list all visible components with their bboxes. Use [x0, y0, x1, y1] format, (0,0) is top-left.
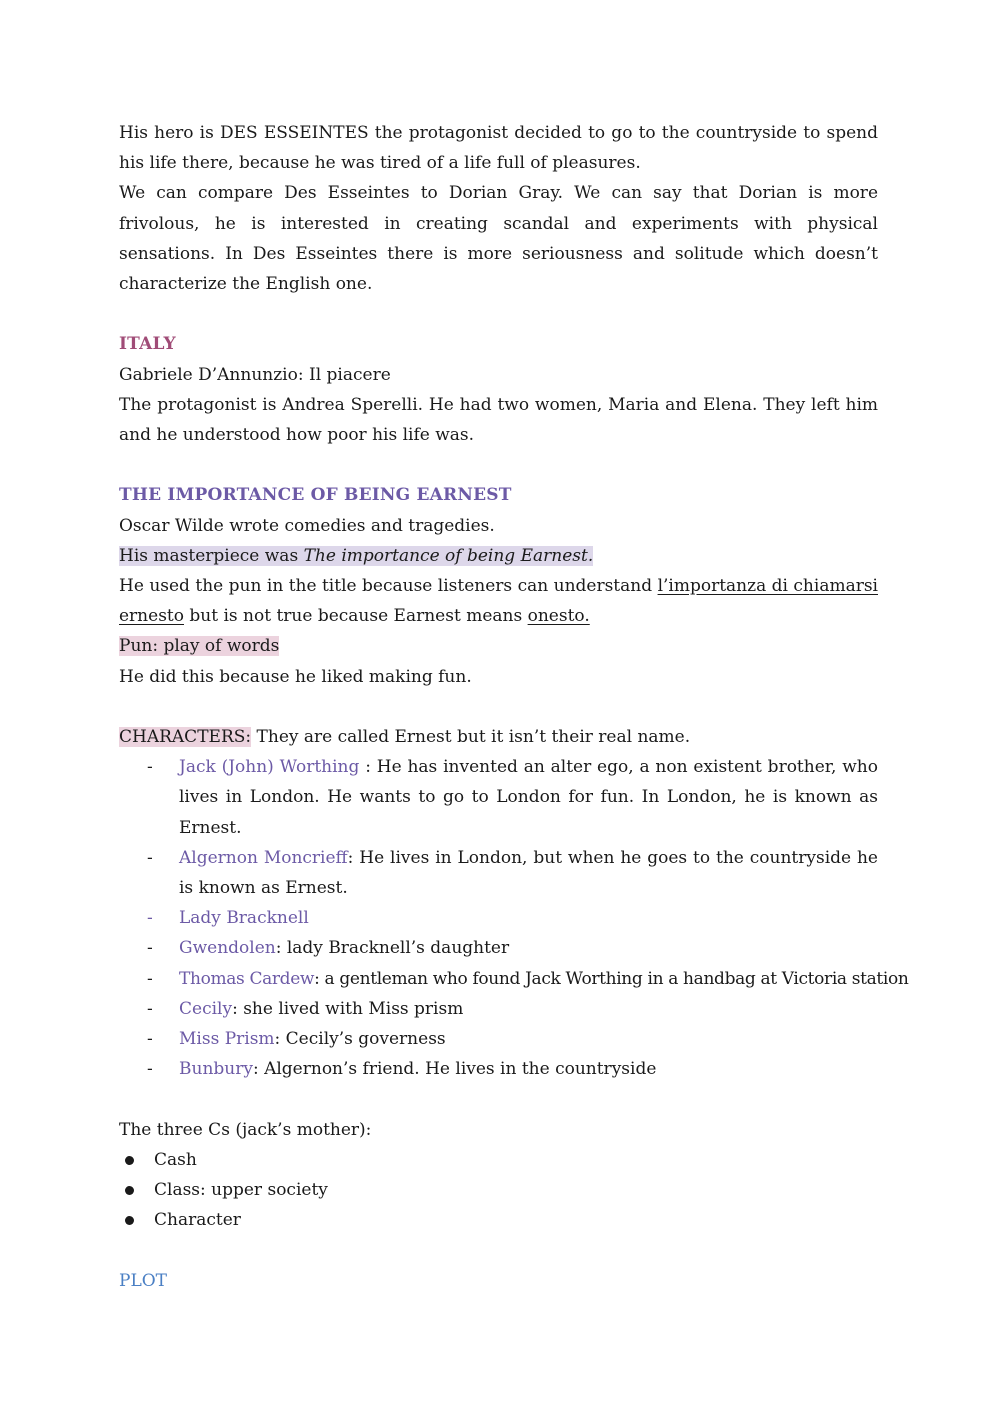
character-name: Algernon Moncrieff: [179, 847, 348, 868]
italy-line-2: The protagonist is Andrea Sperelli. He had two women, Maria and Elena. They left him and he understood how poor his life was.: [119, 394, 878, 446]
list-item: [119, 1175, 878, 1205]
bullet-icon: [125, 1186, 134, 1195]
characters-list: [119, 752, 909, 1084]
earnest-line-1: Oscar Wilde wrote comedies and tragedies.: [119, 515, 495, 536]
characters-intro-line: [119, 722, 878, 752]
italy-line-1: Gabriele D’Annunzio: Il piacere: [119, 364, 391, 385]
pun-italian-phrase: l’importanza di chiamarsi ernesto: [119, 576, 878, 627]
spacer: [119, 1084, 878, 1114]
bullet-icon: [125, 1156, 134, 1165]
fun-line: He did this because he liked making fun.: [119, 666, 472, 687]
pun-paragraph: [119, 571, 878, 631]
list-item: [119, 1145, 878, 1175]
masterpiece-prefix: His masterpiece was: [119, 545, 304, 566]
pun-text-2: but is not true because Earnest means: [184, 606, 528, 627]
list-marker: -: [147, 908, 153, 929]
list-item-text: Class: upper society: [154, 1180, 328, 1201]
character-name: Jack (John) Worthing: [179, 757, 360, 778]
character-desc: : Algernon’s friend. He lives in the countryside: [252, 1059, 657, 1080]
earnest-heading: THE IMPORTANCE OF BEING EARNEST: [119, 485, 512, 506]
character-desc: : He lives in London, but when he goes to the countryside he is known as Ernest.: [179, 847, 878, 899]
list-marker: -: [147, 998, 153, 1019]
masterpiece-line: [119, 541, 878, 571]
spacer: [119, 692, 878, 722]
character-name: Miss Prism: [179, 1029, 275, 1050]
character-name: Thomas Cardew: [179, 968, 315, 989]
characters-intro: They are called Ernest but it isn’t their real name.: [251, 727, 691, 748]
pun-definition: Pun: play of words: [119, 636, 280, 657]
list-item: [119, 964, 909, 994]
list-item-text: Character: [154, 1210, 241, 1231]
spacer: [119, 450, 878, 480]
character-desc: : lady Bracknell’s daughter: [275, 938, 510, 959]
character-desc: : she lived with Miss prism: [232, 998, 464, 1019]
list-marker: -: [147, 757, 153, 778]
document-page: [119, 118, 909, 1296]
three-cs-list: [119, 1145, 878, 1236]
intro-paragraph-2: We can compare Des Esseintes to Dorian Gray. We can say that Dorian is more frivolous, he is interested in creating scandal and experiments with physical sensations. In Des Esseintes there is more seriousness and solitude which doesn’t characterize the English one.: [119, 183, 878, 295]
spacer: [119, 299, 878, 329]
list-item: [119, 933, 878, 963]
bullet-icon: [125, 1216, 134, 1225]
list-item: [119, 1054, 878, 1084]
character-desc: : Cecily’s governess: [274, 1029, 446, 1050]
list-item: [119, 752, 878, 843]
list-item: [119, 1024, 878, 1054]
list-item: [119, 903, 878, 933]
list-item: [119, 843, 878, 903]
character-name: Bunbury: [179, 1059, 253, 1080]
character-name: Gwendolen: [179, 938, 276, 959]
list-marker: -: [147, 968, 153, 989]
plot-heading: PLOT: [119, 1270, 168, 1291]
pun-definition-line: [119, 631, 878, 661]
intro-paragraph-1: His hero is DES ESSEINTES the protagonist decided to go to the countryside to spend his life there, because he was tired of a life full of pleasures.: [119, 123, 878, 174]
list-marker: -: [147, 1029, 153, 1050]
pun-text-1: He used the pun in the title because listeners can understand: [119, 576, 658, 597]
list-item-text: Cash: [154, 1149, 197, 1170]
pun-word: onesto.: [527, 606, 590, 627]
list-marker: -: [147, 1059, 153, 1080]
masterpiece-highlight: [119, 546, 593, 566]
italy-heading: ITALY: [119, 334, 176, 355]
three-cs-intro: The three Cs (jack’s mother):: [119, 1119, 372, 1140]
list-marker: -: [147, 938, 153, 959]
character-desc: : a gentleman who found Jack Worthing in a handbag at Victoria station: [314, 968, 909, 989]
list-item: [119, 994, 878, 1024]
masterpiece-title: The importance of being Earnest.: [303, 545, 594, 566]
character-desc: : He has invented an alter ego, a non existent brother, who lives in London. He wants to go to London for fun. In London, he is known as Ernest.: [179, 757, 878, 838]
character-name: Lady Bracknell: [179, 908, 309, 929]
list-item: [119, 1205, 878, 1235]
characters-label: CHARACTERS:: [119, 727, 252, 748]
character-name: Cecily: [179, 998, 233, 1019]
list-marker: -: [147, 847, 153, 868]
spacer: [119, 1235, 878, 1265]
